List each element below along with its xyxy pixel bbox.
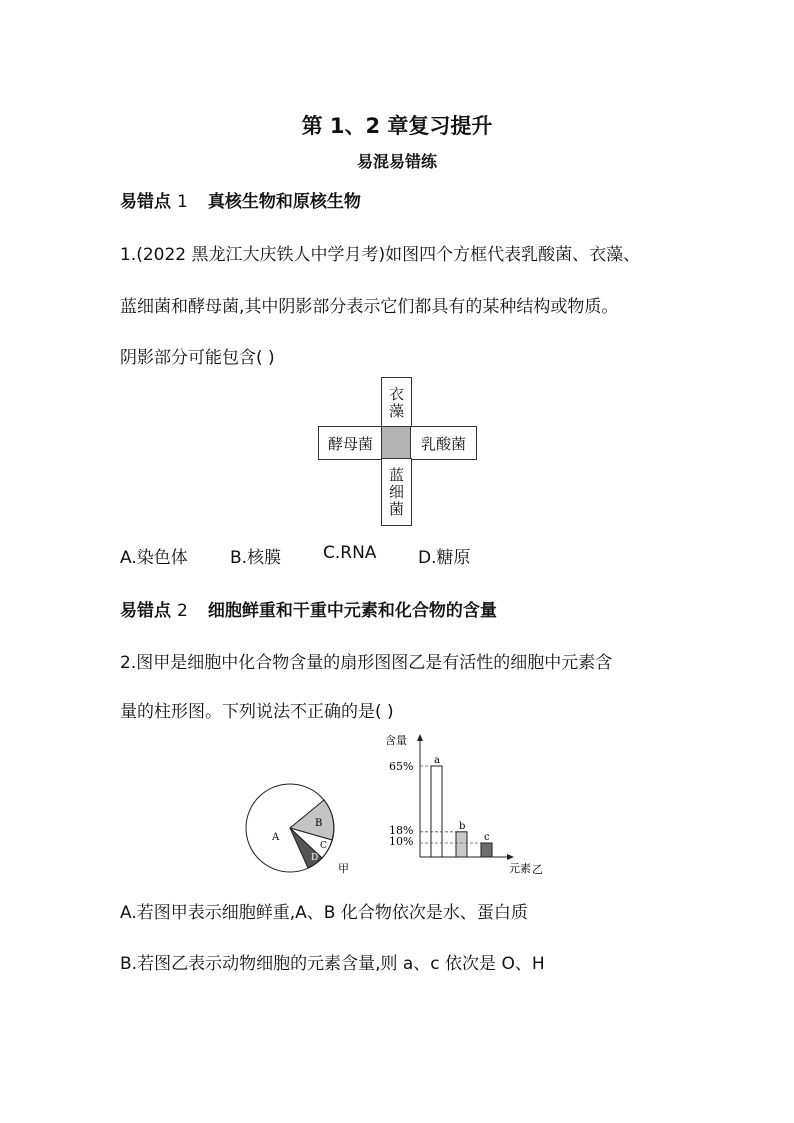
section-2-label: 易错点 — [120, 601, 171, 621]
q1-text-line-3: 阴影部分可能包含( ) — [120, 348, 275, 368]
box-left-jiaomujun: 酵母菌 — [318, 426, 383, 460]
q1-option-c: C.RNA — [323, 543, 377, 563]
section-1-heading — [120, 187, 361, 212]
shaded-intersection — [381, 426, 412, 460]
pie-chart-jia — [240, 778, 360, 878]
pie-caption-jia: 甲 — [338, 862, 349, 875]
bar-b — [456, 832, 467, 857]
bar-caption-yi: 乙 — [532, 863, 543, 876]
bar-c — [481, 843, 492, 857]
section-2-title: 细胞鲜重和干重中元素和化合物的含量 — [207, 601, 497, 621]
q2-text-line-2: 量的柱形图。下列说法不正确的是( ) — [120, 702, 394, 722]
bar-tick-18: 18% — [389, 824, 414, 837]
q1-option-d: D.糖原 — [418, 548, 471, 568]
bar-label-a: a — [434, 755, 440, 766]
bar-ylabel: 含量 — [385, 734, 407, 747]
q1-option-a: A.染色体 — [120, 548, 188, 568]
bar-series — [420, 755, 492, 857]
pie-label-B: B — [315, 818, 323, 829]
bar-label-c: c — [484, 832, 490, 843]
q1-option-b: B.核膜 — [230, 548, 282, 568]
q2-option-a: A.若图甲表示细胞鲜重,A、B 化合物依次是水、蛋白质 — [120, 903, 528, 923]
q2-option-b: B.若图乙表示动物细胞的元素含量,则 a、c 依次是 O、H — [120, 954, 545, 974]
section-1-number: 1 — [177, 192, 188, 212]
box-top-yizao: 衣藻 — [381, 377, 412, 428]
pie-label-D: D — [311, 853, 319, 863]
bar-chart-yi — [385, 730, 560, 880]
box-bottom-lanxijun: 蓝细菌 — [381, 458, 412, 526]
pie-label-C: C — [320, 841, 327, 851]
bar-x-arrow — [507, 854, 514, 860]
section-2-heading — [120, 596, 497, 621]
bar-y-arrow — [417, 734, 423, 741]
page-title: 第 1、2 章复习提升 — [301, 114, 493, 138]
bar-label-b: b — [459, 820, 466, 832]
q2-text-line-1: 2.图甲是细胞中化合物含量的扇形图图乙是有活性的细胞中元素含 — [120, 653, 613, 673]
q1-text-line-1: 1.(2022 黑龙江大庆铁人中学月考)如图四个方框代表乳酸菌、衣藻、 — [120, 245, 641, 265]
box-right-rusuanjun: 乳酸菌 — [410, 426, 477, 460]
bar-tick-10: 10% — [389, 835, 414, 848]
page-subtitle: 易混易错练 — [356, 152, 437, 171]
pie-label-A: A — [272, 832, 280, 843]
bar-xlabel: 元素 — [509, 862, 531, 875]
section-1-title: 真核生物和原核生物 — [207, 192, 361, 212]
section-2-number: 2 — [177, 601, 188, 621]
section-1-label: 易错点 — [120, 192, 171, 212]
q1-text-line-2: 蓝细菌和酵母菌,其中阴影部分表示它们都具有的某种结构或物质。 — [120, 297, 619, 317]
bar-tick-65: 65% — [389, 760, 414, 773]
